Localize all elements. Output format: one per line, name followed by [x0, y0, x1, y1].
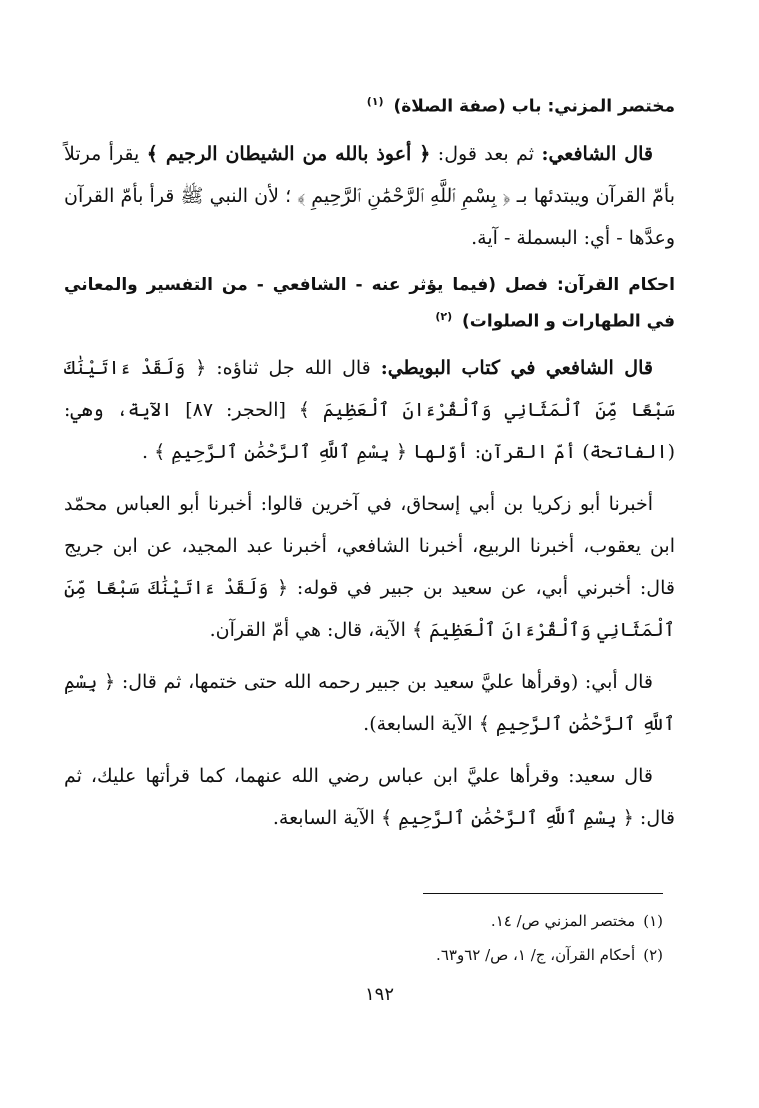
- paragraph-text: ثم بعد قول:: [437, 142, 535, 165]
- quran-quote: ﴿ وَلَقَدْ ءَاتَيْنَٰكَ سَبْعًا مِّنَ ٱلْمَثَانِي وَٱلْقُرْءَانَ ٱلْعَظِيمَ ﴾: [64, 357, 675, 422]
- paragraph-lead: قال الشافعي في كتاب البويطي:: [380, 357, 653, 380]
- footnote-number: (١): [643, 912, 663, 930]
- footnote: [103, 938, 663, 972]
- paragraph-text: قال الله جل ثناؤه:: [216, 357, 371, 380]
- paragraph: [64, 347, 675, 473]
- paragraph: [64, 133, 675, 259]
- paragraph-text: [الحجر: ٨٧] الآية، وهي: (الفاتحة) أمّ القرآن: أوّلها ﴿ بِسْمِ ٱللَّهِ ٱلرَّحْمَٰنِ ٱلرَّحِيمِ ﴾ .: [64, 399, 675, 464]
- quran-quote: ﴿ بِسْمِ ٱللَّهِ ٱلرَّحْمَٰنِ ٱلرَّحِيمِ ﴾: [64, 671, 675, 736]
- section-title-text: مختصر المزني: باب (صفة الصلاة): [393, 96, 675, 117]
- footnotes: [103, 904, 663, 972]
- paragraph-text: أخبرنا أبو زكريا بن أبي إسحاق، في آخرين قالوا: أخبرنا أبو العباس محمّد ابن يعقوب، أخبرنا الربيع، أخبرنا الشافعي، أخبرنا عبد المجيد، عن ابن جريج قال: أخبرني أبي، عن سعيد بن جبير في قوله:: [64, 493, 675, 600]
- quran-quote: ﴿ وَلَقَدْ ءَاتَيْنَٰكَ سَبْعًا مِّنَ ٱلْمَثَانِي وَٱلْقُرْءَانَ ٱلْعَظِيمَ ﴾: [64, 577, 675, 642]
- footnote-ref: (٢): [435, 309, 453, 323]
- page-number: ١٩٢: [364, 984, 394, 1005]
- section-title: [64, 269, 675, 338]
- footnote: [103, 904, 663, 938]
- paragraph-text: الآية، قال: هي أمّ القرآن.: [209, 619, 406, 642]
- footnote-number: (٢): [643, 946, 663, 964]
- paragraph: [64, 483, 675, 651]
- footnote-text: أحكام القرآن، ج/ ١، ص/ ٦٢و٦٣.: [436, 946, 636, 964]
- paragraph-text: يقرأ مرتلاً بأمّ القرآن ويبتدئها بـ ﴿ بِسْمِ ٱللَّهِ ٱلرَّحْمَٰنِ ٱلرَّحِيمِ ﴾ ؛ لأن النبي ﷺ قرأ بأمّ القرآن وعدَّها - أي: البسملة - آية.: [64, 142, 675, 249]
- paragraph: [64, 755, 675, 839]
- paragraph-lead: قال الشافعي:: [541, 142, 653, 165]
- quran-quote: ﴿ بِسْمِ ٱللَّهِ ٱلرَّحْمَٰنِ ٱلرَّحِيمِ ﴾: [381, 807, 634, 830]
- footnote-ref: (١): [366, 95, 384, 108]
- paragraph-text: قال سعيد: وقرأها عليَّ ابن عباس رضي الله عنهما، كما قرأتها عليك، ثم قال:: [64, 765, 675, 830]
- main-text: [64, 86, 675, 849]
- footnote-divider: [423, 893, 663, 894]
- section-title: [64, 86, 675, 123]
- paragraph-text: قال أبي: (وقرأها عليَّ سعيد بن جبير رحمه الله حتى ختمها، ثم قال:: [121, 671, 653, 694]
- paragraph-text: الآية السابعة.: [272, 807, 375, 830]
- footnote-text: مختصر المزني ص/ ١٤.: [490, 912, 636, 930]
- quran-quote: ﴿ أعوذ بالله من الشيطان الرجيم ﴾: [146, 142, 431, 165]
- paragraph: [64, 661, 675, 745]
- paragraph-text: الآية السابعة).: [363, 713, 473, 736]
- section-title-text: احكام القرآن: فصل (فيما يؤثر عنه - الشافعي - من التفسير والمعاني في الطهارات و الصلوات): [64, 274, 675, 332]
